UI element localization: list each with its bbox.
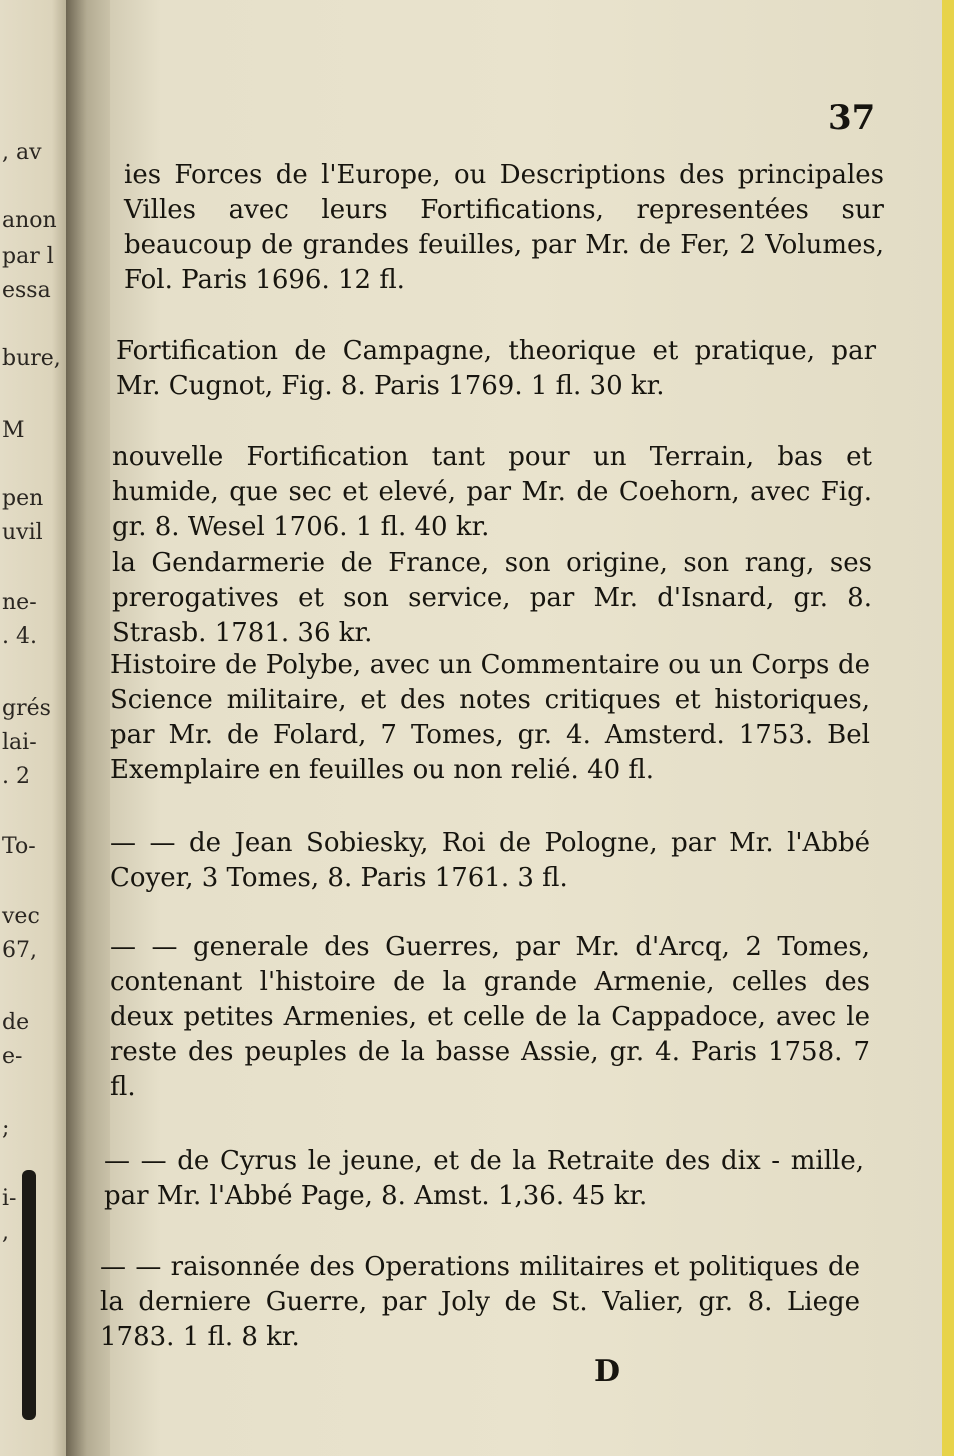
catalog-entry: Histoire de Polybe, avec un Commentaire ou un Corps de Science militaire, et des notes critiques et historiques, par Mr. de Folard, 7 Tomes, gr. 4. Amsterd. 1753. Bel Exemplaire en feuilles ou non relié. 40 fl. [110, 650, 870, 785]
binding-shadow [22, 1170, 36, 1420]
catalog-entry: — — de Cyrus le jeune, et de la Retraite des dix - mille, par Mr. l'Abbé Page, 8. Amst. 1,36. 45 kr. [104, 1146, 864, 1211]
left-text-fragment: par l [2, 244, 54, 269]
left-text-fragment: anon [2, 208, 57, 233]
signature-mark: D [594, 1354, 621, 1389]
left-text-fragment: vec [2, 904, 40, 929]
left-text-fragment: de [2, 1010, 30, 1035]
catalog-entry: — — generale des Guerres, par Mr. d'Arcq, 2 Tomes, contenant l'histoire de la grande Armenie, celles des deux petites Armenies, et celle de la Cappadoce, avec le reste des peuples de la basse Assie, gr. 4. Paris 1758. 7 fl. [110, 932, 870, 1102]
left-text-fragment: M [2, 418, 25, 443]
left-text-fragment: bure, [2, 346, 61, 371]
catalog-entry: — — raisonnée des Operations militaires et politiques de la derniere Guerre, par Joly de St. Valier, gr. 8. Liege 1783. 1 fl. 8 kr. [100, 1252, 860, 1352]
left-text-fragment: . 2 [2, 764, 30, 789]
left-text-fragment: essa [2, 278, 51, 303]
page-number: 37 [828, 98, 876, 138]
page-edge [942, 0, 954, 1456]
left-text-fragment: e- [2, 1044, 23, 1069]
left-text-fragment: i- [2, 1186, 17, 1211]
right-page [100, 0, 954, 1456]
left-text-fragment: ne- [2, 590, 37, 615]
left-page [0, 0, 74, 1456]
left-text-fragment: lai- [2, 730, 37, 755]
left-text-fragment: , [2, 1220, 9, 1245]
left-text-fragment: To- [2, 834, 36, 859]
catalog-entry: — — de Jean Sobiesky, Roi de Pologne, par Mr. l'Abbé Coyer, 3 Tomes, 8. Paris 1761. 3 fl. [110, 828, 870, 893]
catalog-entry: ies Forces de l'Europe, ou Descriptions des principales Villes avec leurs Fortifications, representées sur beaucoup de grandes feuilles, par Mr. de Fer, 2 Volumes, Fol. Paris 1696. 12 fl. [124, 160, 884, 295]
left-text-fragment: uvil [2, 520, 43, 545]
catalog-entry: Fortification de Campagne, theorique et pratique, par Mr. Cugnot, Fig. 8. Paris 1769. 1 fl. 30 kr. [116, 336, 876, 401]
left-text-fragment: ; [2, 1116, 10, 1141]
left-text-fragment: pen [2, 486, 44, 511]
left-text-fragment: . 4. [2, 624, 37, 649]
left-text-fragment: grés [2, 696, 51, 721]
catalog-entry: la Gendarmerie de France, son origine, son rang, ses prerogatives et son service, par Mr. d'Isnard, gr. 8. Strasb. 1781. 36 kr. [112, 548, 872, 648]
left-text-fragment: 67, [2, 938, 37, 963]
catalog-entry: nouvelle Fortification tant pour un Terrain, bas et humide, que sec et elevé, par Mr. de Coehorn, avec Fig. gr. 8. Wesel 1706. 1 fl. 40 kr. [112, 442, 872, 542]
left-text-fragment: , av [2, 140, 42, 165]
